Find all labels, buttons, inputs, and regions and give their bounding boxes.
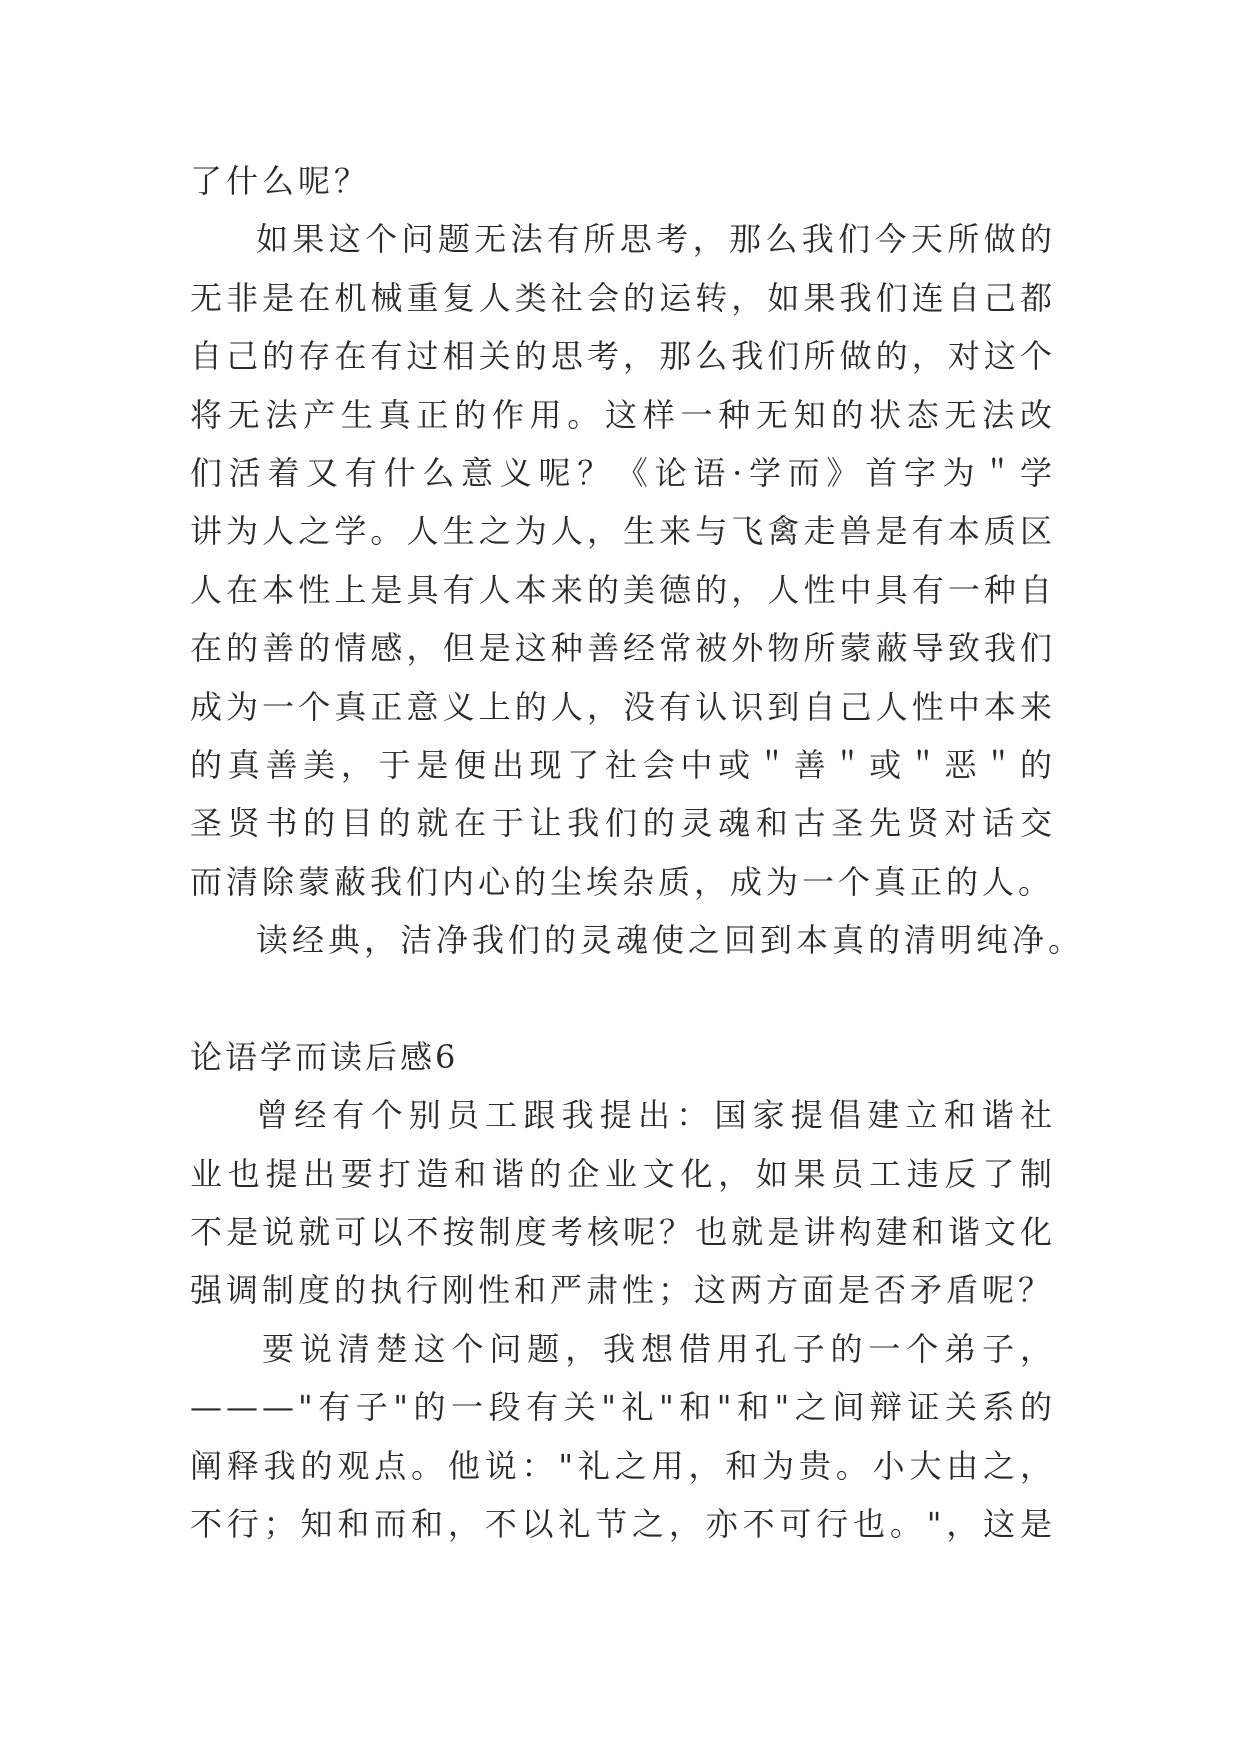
document-body: [190, 152, 1085, 1553]
text-line: 如果这个问题无法有所思考，那么我们今天所做的: [256, 220, 1056, 259]
text-line: 业也提出要打造和谐的企业文化，如果员工违反了制: [190, 1154, 1056, 1193]
text-line: 将无法产生真正的作用。这样一种无知的状态无法改: [190, 395, 1056, 434]
text-line: 读经典，洁净我们的灵魂使之回到本真的清明纯净。: [256, 921, 1085, 960]
text-line: ———"有子"的一段有关"礼"和"和"之间辩证关系的: [190, 1388, 1056, 1427]
text-line: 自己的存在有过相关的思考，那么我们所做的，对这个: [190, 337, 1056, 376]
text-line: 阐释我的观点。他说："礼之用，和为贵。小大由之，: [190, 1446, 1056, 1485]
text-line: 曾经有个别员工跟我提出：国家提倡建立和谐社: [256, 1096, 1056, 1135]
text-line: 人在本性上是具有人本来的美德的，人性中具有一种自: [190, 570, 1056, 609]
text-line: 的真善美，于是便出现了社会中或＂善＂或＂恶＂的: [190, 745, 1056, 784]
text-line: 强调制度的执行刚性和严肃性；这两方面是否矛盾呢？: [190, 1271, 1055, 1310]
text-line: 成为一个真正意义上的人，没有认识到自己人性中本来: [190, 687, 1056, 726]
text-line: 要说清楚这个问题，我想借用孔子的一个弟子，: [262, 1329, 1056, 1368]
text-line: 讲为人之学。人生之为人，生来与飞禽走兽是有本质区: [190, 512, 1056, 551]
text-line: 圣贤书的目的就在于让我们的灵魂和古圣先贤对话交: [190, 804, 1056, 843]
text-line: 不是说就可以不按制度考核呢？也就是讲构建和谐文化: [190, 1213, 1056, 1252]
paragraph-gap: [190, 969, 1056, 1027]
text-line: 而清除蒙蔽我们内心的尘埃杂质，成为一个真正的人。: [190, 862, 1055, 901]
text-line: 不行；知和而和，不以礼节之，亦不可行也。"，这是: [190, 1504, 1056, 1543]
text-line: 了什么呢？: [190, 162, 371, 200]
text-line: 们活着又有什么意义呢？《论语·学而》首字为＂学: [190, 453, 1056, 492]
section-title: 论语学而读后感6: [190, 1037, 459, 1076]
text-line: 无非是在机械重复人类社会的运转，如果我们连自己都: [190, 278, 1056, 317]
text-line: 在的善的情感，但是这种善经常被外物所蒙蔽导致我们: [190, 629, 1056, 668]
